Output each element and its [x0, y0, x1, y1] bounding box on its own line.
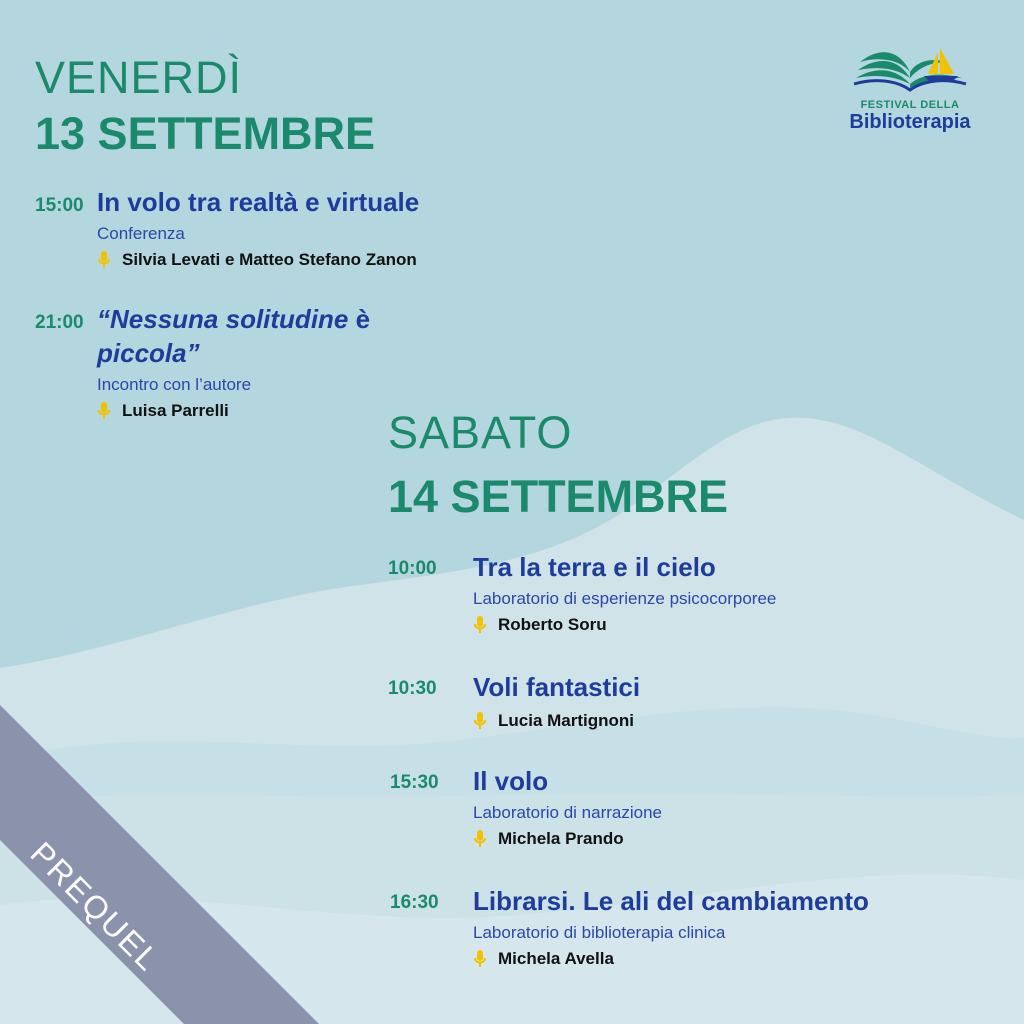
- friday-day-name: VENERDÌ: [35, 52, 243, 103]
- event-title: Il volo: [473, 766, 549, 796]
- speaker-name: Roberto Soru: [498, 615, 607, 635]
- event-time: 15:30: [390, 772, 439, 793]
- festival-logo: [840, 42, 980, 134]
- microphone-icon: [473, 711, 487, 731]
- microphone-icon: [473, 829, 487, 849]
- speaker-name: Lucia Martignoni: [498, 710, 634, 730]
- event-speaker: [473, 711, 993, 731]
- logo-top-text: FESTIVAL DELLA: [860, 99, 960, 111]
- event-title: Tra la terra e il cielo: [473, 552, 716, 582]
- event-time: 10:00: [388, 558, 437, 579]
- microphone-icon: [473, 615, 487, 635]
- event-speaker: [473, 829, 993, 849]
- event-speaker: [97, 250, 517, 270]
- logo-main-text: Biblioterapia: [849, 111, 971, 133]
- saturday-day-name: SABATO: [388, 407, 573, 458]
- event-type: Laboratorio di esperienze psicocorporee: [473, 588, 777, 608]
- event-speaker: [473, 949, 1018, 969]
- event-time: 16:30: [390, 892, 439, 913]
- event-time: 10:30: [388, 678, 437, 699]
- event-title-italic: “Nessuna solitudine: [97, 304, 349, 334]
- event-type: Laboratorio di biblioterapia clinica: [473, 922, 726, 942]
- speaker-name: Michela Avella: [498, 949, 614, 969]
- event-speaker: [473, 615, 993, 635]
- event-speaker: [97, 401, 427, 421]
- microphone-icon: [97, 250, 111, 270]
- microphone-icon: [97, 401, 111, 421]
- book-with-sailboat-icon: [850, 42, 970, 94]
- speaker-name: Michela Prando: [498, 829, 624, 849]
- event-type: Laboratorio di narrazione: [473, 802, 663, 822]
- event-title: Voli fantastici: [473, 672, 641, 702]
- speaker-name: Luisa Parrelli: [122, 400, 229, 420]
- event-time: 21:00: [35, 312, 84, 333]
- event-type: Conferenza: [97, 223, 185, 243]
- prequel-label: PREQUEL: [23, 834, 168, 979]
- event-type: Incontro con l’autore: [97, 374, 252, 394]
- event-title-italic-2: piccola”: [97, 337, 200, 368]
- saturday-date: 14 SETTEMBRE: [388, 471, 729, 522]
- event-title: In volo tra realtà e virtuale: [97, 187, 420, 217]
- event-title: [97, 303, 427, 371]
- speaker-name: Silvia Levati e Matteo Stefano Zanon: [122, 250, 417, 270]
- event-title: Librarsi. Le ali del cambiamento: [473, 886, 869, 916]
- event-title-plain: è: [348, 304, 371, 334]
- friday-date: 13 SETTEMBRE: [35, 108, 376, 159]
- microphone-icon: [473, 949, 487, 969]
- event-time: 15:00: [35, 195, 84, 216]
